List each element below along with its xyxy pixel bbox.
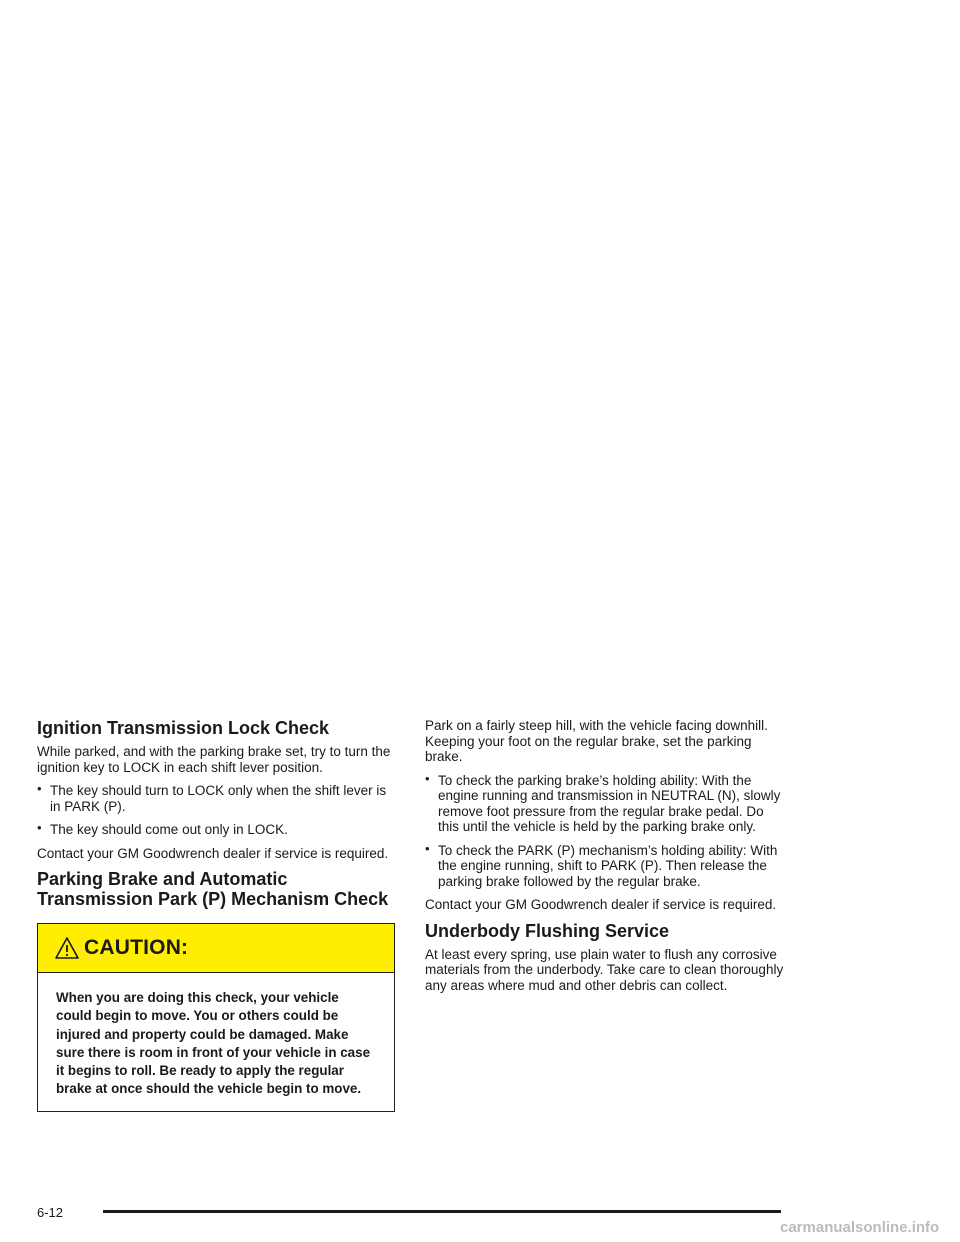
list-item — [37, 783, 395, 814]
underbody-flushing-body: At least every spring, use plain water to flush any corrosive materials from the underbody. Take care to clean thoroughly any areas where mud and other debris can collect. — [425, 946, 784, 993]
list-item-text: The key should turn to LOCK only when the shift lever is in PARK (P). — [50, 783, 387, 814]
list-item-text: The key should come out only in LOCK. — [50, 822, 288, 837]
caution-body: When you are doing this check, your vehicle could begin to move. You or others could be injured and property could be damaged. Make sure there is room in front of your vehicle in case it begins to roll. Be ready to apply the regular brake at once should the vehicle begin to move. — [56, 990, 371, 1097]
caution-title: CAUTION: — [84, 936, 189, 959]
warning-triangle-icon — [54, 936, 80, 960]
page-number: 6-12 — [37, 1205, 64, 1220]
left-column — [37, 718, 395, 1112]
bullet-icon: • — [37, 781, 42, 796]
watermark: carmanualsonline.info — [780, 1219, 940, 1236]
list-item — [425, 840, 787, 890]
bullet-icon: • — [37, 820, 42, 835]
hill-check-list — [425, 770, 787, 890]
hill-check-intro: Park on a fairly steep hill, with the vehicle facing downhill. Keeping your foot on the regular brake, set the parking brake. — [425, 718, 768, 764]
ignition-lock-intro: While parked, and with the parking brake set, try to turn the ignition key to LOCK in each shift lever position. — [37, 744, 391, 775]
list-item — [425, 770, 787, 835]
ignition-lock-list — [37, 783, 395, 838]
parking-brake-heading — [37, 869, 395, 909]
parking-brake-heading-line1: Parking Brake and Automatic — [37, 869, 288, 889]
underbody-flushing-section — [425, 921, 787, 994]
footer-rule — [103, 1210, 781, 1213]
hill-check-contact: Contact your GM Goodwrench dealer if service is required. — [425, 897, 777, 912]
caution-header — [38, 924, 394, 973]
bullet-icon: • — [425, 770, 430, 786]
right-column — [425, 718, 787, 1001]
ignition-lock-section — [37, 718, 395, 861]
parking-brake-heading-line2: Transmission Park (P) Mechanism Check — [37, 889, 389, 909]
caution-box — [37, 923, 395, 1112]
parking-brake-section — [37, 869, 395, 1112]
underbody-flushing-heading: Underbody Flushing Service — [425, 920, 670, 941]
list-item — [37, 822, 395, 838]
ignition-lock-heading: Ignition Transmission Lock Check — [37, 718, 330, 738]
bullet-icon: • — [425, 840, 430, 856]
ignition-lock-contact: Contact your GM Goodwrench dealer if service is required. — [37, 845, 389, 861]
list-item-text: To check the parking brake’s holding ability: With the engine running and transmission in NEUTRAL (N), slowly remove foot pressure from the regular brake pedal. Do this until the vehicle is held by the parking brake only. — [438, 772, 781, 834]
list-item-text: To check the PARK (P) mechanism’s holding ability: With the engine running, shift to PARK (P). Then release the parking brake followed by the regular brake. — [438, 842, 778, 889]
